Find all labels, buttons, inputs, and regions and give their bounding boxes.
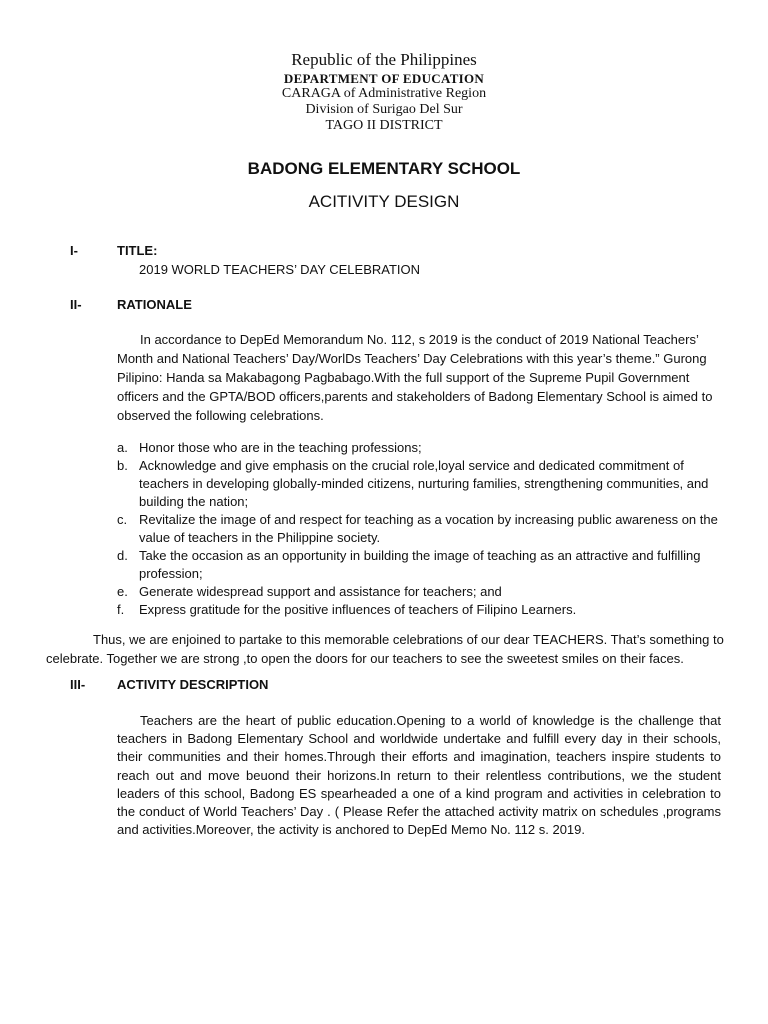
list-item — [117, 601, 721, 619]
list-item — [117, 511, 721, 547]
list-marker: f. — [117, 602, 125, 617]
header-republic: Republic of the Philippines — [291, 50, 477, 69]
rationale-closing-paragraph: Thus, we are enjoined to partake to this memorable celebrations of our dear TEACHERS. That’s something to celebrate. Together we are strong ,to open the doors for our teachers to see the sweetest smiles on their faces. — [46, 632, 724, 666]
section-title-heading: TITLE: — [117, 243, 158, 258]
section-rationale-number: II- — [70, 297, 82, 312]
list-marker: e. — [117, 584, 128, 599]
document-type: ACITIVITY DESIGN — [308, 192, 460, 211]
list-item-text: Generate widespread support and assistance for teachers; and — [139, 584, 502, 599]
list-item — [117, 457, 721, 511]
header-division: Division of Surigao Del Sur — [305, 102, 463, 117]
list-item-text: Revitalize the image of and respect for teaching as a vocation by increasing public awareness on the value of teachers in the Philippine society. — [139, 512, 718, 545]
section-activity-heading: ACTIVITY DESCRIPTION — [117, 677, 269, 692]
list-item-text: Acknowledge and give emphasis on the crucial role,loyal service and dedicated commitment of teachers in developing globally-minded citizens, nurturing families, strengthening communities, and building the nation; — [139, 458, 709, 509]
list-item — [117, 547, 721, 583]
header-region: CARAGA of Administrative Region — [281, 86, 487, 101]
list-marker: a. — [117, 440, 128, 455]
section-activity-number: III- — [70, 677, 86, 692]
section-title-number: I- — [70, 243, 78, 258]
list-marker: c. — [117, 512, 128, 527]
list-item-text: Take the occasion as an opportunity in building the image of teaching as an attractive and fulfilling profession; — [139, 548, 701, 581]
rationale-list — [117, 439, 721, 619]
activity-title-value: 2019 WORLD TEACHERS’ DAY CELEBRATION — [139, 262, 421, 277]
rationale-paragraph: In accordance to DepEd Memorandum No. 112, s 2019 is the conduct of 2019 National Teachers’ Month and National Teachers’ Day/WorlDs Teachers’ Day Celebrations with this year’s theme.” Gurong Pilipino: Handa sa Makabagong Pagbabago.With the full support of the Supreme Pupil Government officers and the GPTA/BOD officers,parents and stakeholders of Badong Elementary School is aimed to observed the following celebrations. — [117, 332, 713, 423]
section-rationale-heading: RATIONALE — [117, 297, 192, 312]
list-marker: d. — [117, 548, 128, 563]
list-item-text: Express gratitude for the positive influences of teachers of Filipino Learners. — [139, 602, 577, 617]
list-item-text: Honor those who are in the teaching professions; — [139, 440, 422, 455]
list-marker: b. — [117, 458, 128, 473]
list-item — [117, 583, 721, 601]
list-item — [117, 439, 721, 457]
activity-description-paragraph: Teachers are the heart of public education.Opening to a world of knowledge is the challenge that teachers in Badong Elementary School and worldwide undertake and fulfill every day in their schools, their communities and their homes.Through their efforts and imagination, teachers inspire students to reach out and move beuond their horizons.In return to their relentless contributions, we the student leaders of this school, Badong ES spearheaded a one of a kind program and activities in celebration to the conduct of World Teachers’ Day . ( Please Refer the attached activity matrix on schedules ,programs and activities.Moreover, the activity is anchored to DepEd Memo No. 112 s. 2019. — [117, 713, 721, 838]
header-district: TAGO II DISTRICT — [325, 118, 443, 133]
header-department: DEPARTMENT OF EDUCATION — [283, 71, 485, 86]
school-name: BADONG ELEMENTARY SCHOOL — [247, 159, 521, 178]
